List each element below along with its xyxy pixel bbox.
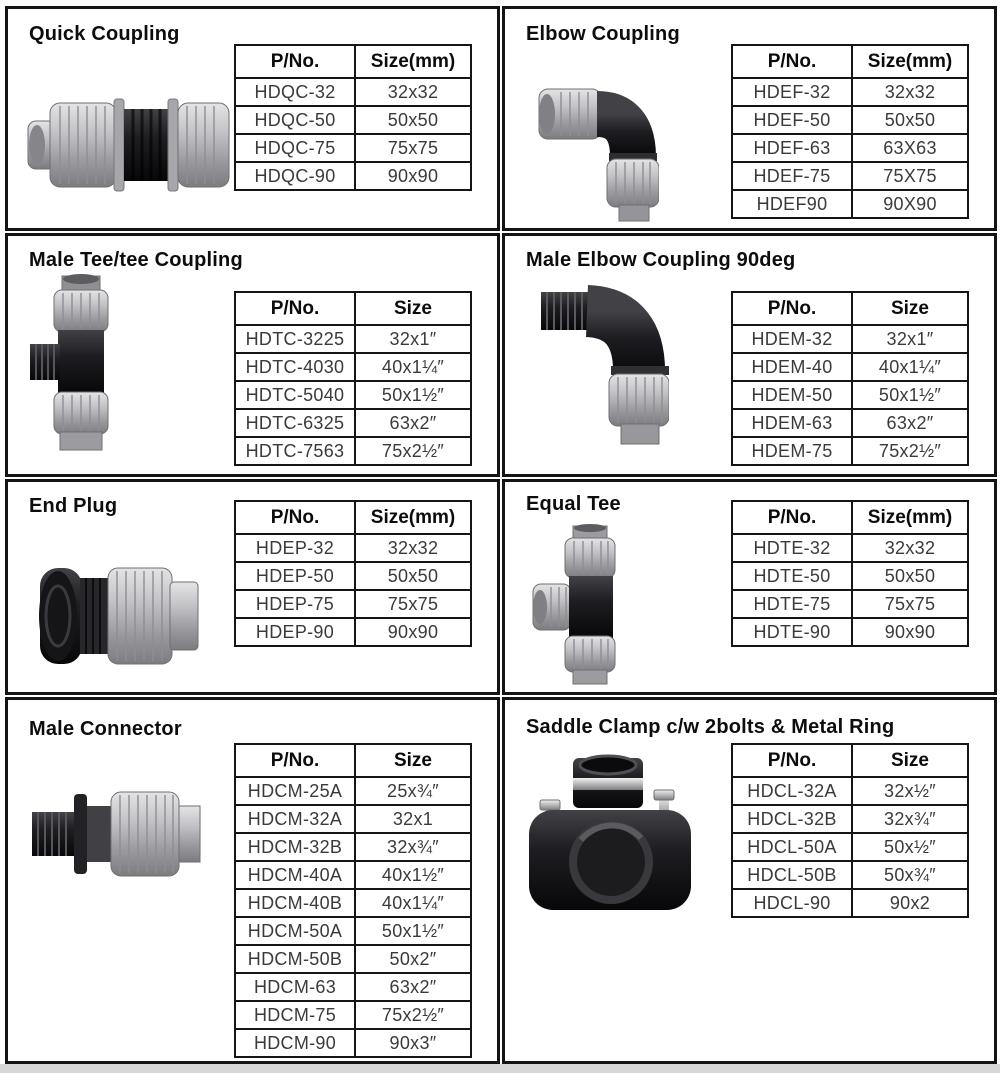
table-row xyxy=(732,590,968,618)
panel-equal-tee xyxy=(502,479,997,695)
table-row xyxy=(732,889,968,917)
table-header-row xyxy=(732,744,968,777)
section-title: Male Elbow Coupling 90deg xyxy=(526,249,796,271)
table-row xyxy=(732,190,968,218)
part-number-cell: HDCL-32A xyxy=(732,777,852,805)
part-number-cell: HDTE-32 xyxy=(732,534,852,562)
table-row xyxy=(235,106,471,134)
part-number-cell: HDTE-75 xyxy=(732,590,852,618)
table-row xyxy=(235,325,471,353)
size-cell: 90x90 xyxy=(852,618,968,646)
size-header: Size(mm) xyxy=(852,45,968,78)
table-row xyxy=(235,590,471,618)
quick-coupling-table xyxy=(234,44,472,191)
part-number-cell: HDTE-50 xyxy=(732,562,852,590)
end-plug-table xyxy=(234,500,472,647)
table-row xyxy=(235,437,471,465)
size-cell: 40x1¼″ xyxy=(355,889,471,917)
quick-coupling-photo xyxy=(26,85,231,205)
size-cell: 63x2″ xyxy=(355,409,471,437)
table-row xyxy=(732,325,968,353)
part-number-cell: HDQC-90 xyxy=(235,162,355,190)
size-cell: 50x¾″ xyxy=(852,861,968,889)
table-row xyxy=(732,833,968,861)
section-title: Saddle Clamp c/w 2bolts & Metal Ring xyxy=(526,716,895,738)
part-number-cell: HDCM-32A xyxy=(235,805,355,833)
part-number-cell: HDTC-4030 xyxy=(235,353,355,381)
table-row xyxy=(235,353,471,381)
table-row xyxy=(235,78,471,106)
table-row xyxy=(235,777,471,805)
size-cell: 90x90 xyxy=(355,618,471,646)
part-number-cell: HDEF-32 xyxy=(732,78,852,106)
male-tee-coupling-table xyxy=(234,291,472,466)
size-cell: 50x50 xyxy=(852,106,968,134)
table-row xyxy=(732,409,968,437)
part-number-cell: HDCM-40A xyxy=(235,861,355,889)
panel-grid xyxy=(5,6,997,1064)
section-title: Elbow Coupling xyxy=(526,23,680,45)
size-cell: 32x½″ xyxy=(852,777,968,805)
part-number-cell: HDEM-63 xyxy=(732,409,852,437)
size-cell: 32x¾″ xyxy=(355,833,471,861)
size-cell: 40x1¼″ xyxy=(852,353,968,381)
table-row xyxy=(235,861,471,889)
part-number-header: P/No. xyxy=(732,501,852,534)
size-header: Size(mm) xyxy=(852,501,968,534)
size-cell: 50x1½″ xyxy=(355,381,471,409)
part-number-cell: HDQC-32 xyxy=(235,78,355,106)
table-header-row xyxy=(235,744,471,777)
panel-male-connector xyxy=(5,697,500,1064)
size-cell: 50x50 xyxy=(355,562,471,590)
table-header-row xyxy=(732,501,968,534)
equal-tee-photo xyxy=(531,524,649,686)
part-number-header: P/No. xyxy=(235,292,355,325)
size-cell: 63X63 xyxy=(852,134,968,162)
male-tee-coupling-photo xyxy=(28,274,134,452)
part-number-cell: HDEP-32 xyxy=(235,534,355,562)
size-cell: 90x90 xyxy=(355,162,471,190)
table-row xyxy=(732,618,968,646)
panel-end-plug xyxy=(5,479,500,695)
male-elbow-coupling-table xyxy=(731,291,969,466)
table-row xyxy=(732,353,968,381)
part-number-cell: HDEF-50 xyxy=(732,106,852,134)
part-number-cell: HDCM-63 xyxy=(235,973,355,1001)
table-row xyxy=(235,162,471,190)
table-row xyxy=(732,134,968,162)
part-number-cell: HDQC-75 xyxy=(235,134,355,162)
size-cell: 32x1″ xyxy=(852,325,968,353)
table-row xyxy=(732,162,968,190)
size-cell: 75x2½″ xyxy=(852,437,968,465)
panel-elbow-coupling xyxy=(502,6,997,231)
part-number-cell: HDEF-75 xyxy=(732,162,852,190)
size-cell: 32x32 xyxy=(852,78,968,106)
table-row xyxy=(235,534,471,562)
part-number-cell: HDEM-40 xyxy=(732,353,852,381)
size-cell: 90X90 xyxy=(852,190,968,218)
part-number-cell: HDEM-32 xyxy=(732,325,852,353)
size-cell: 50x½″ xyxy=(852,833,968,861)
part-number-header: P/No. xyxy=(732,744,852,777)
part-number-cell: HDEM-75 xyxy=(732,437,852,465)
section-title: Equal Tee xyxy=(526,493,621,515)
section-title: End Plug xyxy=(29,495,118,517)
part-number-cell: HDCL-50A xyxy=(732,833,852,861)
size-header: Size(mm) xyxy=(355,45,471,78)
male-elbow-coupling-photo xyxy=(537,280,669,448)
section-title: Male Connector xyxy=(29,718,182,740)
part-number-cell: HDEP-50 xyxy=(235,562,355,590)
size-cell: 32x¾″ xyxy=(852,805,968,833)
table-header-row xyxy=(732,45,968,78)
part-number-cell: HDEP-75 xyxy=(235,590,355,618)
table-header-row xyxy=(235,501,471,534)
size-cell: 50x2″ xyxy=(355,945,471,973)
panel-male-elbow-coupling xyxy=(502,233,997,477)
size-header: Size xyxy=(852,292,968,325)
table-row xyxy=(235,833,471,861)
size-cell: 63x2″ xyxy=(852,409,968,437)
end-plug-photo xyxy=(34,558,202,674)
table-header-row xyxy=(235,45,471,78)
elbow-coupling-table xyxy=(731,44,969,219)
size-cell: 50x1½″ xyxy=(355,917,471,945)
size-header: Size(mm) xyxy=(355,501,471,534)
part-number-cell: HDCM-50B xyxy=(235,945,355,973)
part-number-header: P/No. xyxy=(235,501,355,534)
male-connector-table xyxy=(234,743,472,1058)
part-number-cell: HDCL-50B xyxy=(732,861,852,889)
size-header: Size xyxy=(355,292,471,325)
table-row xyxy=(235,889,471,917)
size-cell: 75x75 xyxy=(355,134,471,162)
table-row xyxy=(235,917,471,945)
size-cell: 40x1½″ xyxy=(355,861,471,889)
size-cell: 32x32 xyxy=(355,534,471,562)
section-title: Male Tee/tee Coupling xyxy=(29,249,243,271)
panel-saddle-clamp xyxy=(502,697,997,1064)
part-number-cell: HDCM-40B xyxy=(235,889,355,917)
table-row xyxy=(235,1001,471,1029)
table-row xyxy=(732,437,968,465)
table-row xyxy=(235,409,471,437)
table-header-row xyxy=(235,292,471,325)
part-number-cell: HDCL-90 xyxy=(732,889,852,917)
table-row xyxy=(732,805,968,833)
page-bottom-edge xyxy=(0,1064,1000,1073)
size-cell: 25x¾″ xyxy=(355,777,471,805)
table-row xyxy=(732,381,968,409)
size-cell: 63x2″ xyxy=(355,973,471,1001)
part-number-cell: HDTC-3225 xyxy=(235,325,355,353)
male-connector-photo xyxy=(30,778,202,890)
size-header: Size xyxy=(852,744,968,777)
part-number-cell: HDCM-32B xyxy=(235,833,355,861)
size-cell: 75x75 xyxy=(852,590,968,618)
panel-male-tee-coupling xyxy=(5,233,500,477)
panel-quick-coupling xyxy=(5,6,500,231)
size-cell: 50x50 xyxy=(355,106,471,134)
table-row xyxy=(732,78,968,106)
table-row xyxy=(732,534,968,562)
size-cell: 75x2½″ xyxy=(355,1001,471,1029)
table-row xyxy=(732,562,968,590)
table-row xyxy=(235,805,471,833)
part-number-cell: HDEP-90 xyxy=(235,618,355,646)
size-cell: 75x75 xyxy=(355,590,471,618)
part-number-cell: HDEF90 xyxy=(732,190,852,218)
section-title: Quick Coupling xyxy=(29,23,180,45)
part-number-cell: HDQC-50 xyxy=(235,106,355,134)
equal-tee-table xyxy=(731,500,969,647)
table-header-row xyxy=(732,292,968,325)
table-row xyxy=(235,381,471,409)
part-number-header: P/No. xyxy=(732,45,852,78)
part-number-cell: HDCM-25A xyxy=(235,777,355,805)
table-row xyxy=(235,618,471,646)
table-row xyxy=(732,861,968,889)
part-number-cell: HDCM-75 xyxy=(235,1001,355,1029)
size-header: Size xyxy=(355,744,471,777)
part-number-cell: HDTC-7563 xyxy=(235,437,355,465)
part-number-cell: HDTC-6325 xyxy=(235,409,355,437)
table-row xyxy=(235,973,471,1001)
table-row xyxy=(235,134,471,162)
size-cell: 90x2 xyxy=(852,889,968,917)
part-number-cell: HDCM-50A xyxy=(235,917,355,945)
size-cell: 32x32 xyxy=(852,534,968,562)
part-number-cell: HDEF-63 xyxy=(732,134,852,162)
elbow-coupling-photo xyxy=(537,67,659,225)
table-row xyxy=(235,1029,471,1057)
table-row xyxy=(732,106,968,134)
part-number-header: P/No. xyxy=(732,292,852,325)
part-number-header: P/No. xyxy=(235,744,355,777)
part-number-cell: HDTE-90 xyxy=(732,618,852,646)
table-row xyxy=(732,777,968,805)
size-cell: 40x1¼″ xyxy=(355,353,471,381)
table-row xyxy=(235,945,471,973)
size-cell: 32x32 xyxy=(355,78,471,106)
size-cell: 32x1 xyxy=(355,805,471,833)
size-cell: 32x1″ xyxy=(355,325,471,353)
size-cell: 50x1½″ xyxy=(852,381,968,409)
part-number-cell: HDTC-5040 xyxy=(235,381,355,409)
size-cell: 75x2½″ xyxy=(355,437,471,465)
saddle-clamp-table xyxy=(731,743,969,918)
saddle-clamp-photo xyxy=(521,752,699,924)
table-row xyxy=(235,562,471,590)
part-number-cell: HDCM-90 xyxy=(235,1029,355,1057)
size-cell: 75X75 xyxy=(852,162,968,190)
part-number-header: P/No. xyxy=(235,45,355,78)
size-cell: 90x3″ xyxy=(355,1029,471,1057)
part-number-cell: HDCL-32B xyxy=(732,805,852,833)
part-number-cell: HDEM-50 xyxy=(732,381,852,409)
size-cell: 50x50 xyxy=(852,562,968,590)
